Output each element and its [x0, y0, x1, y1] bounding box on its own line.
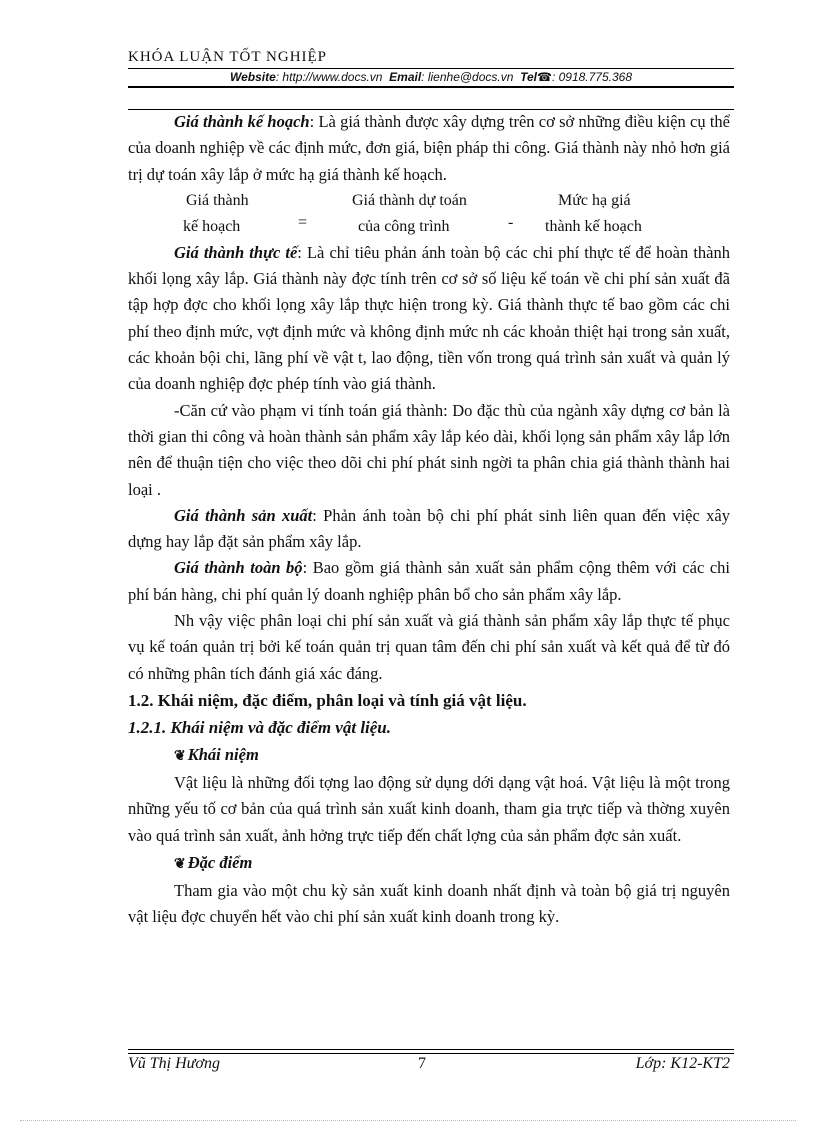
formula-term-a1: Giá thành — [186, 191, 249, 209]
subheading-text: Khái niệm — [187, 744, 259, 764]
header-contact — [128, 70, 734, 84]
formula — [128, 188, 730, 240]
email-label: Email — [389, 70, 422, 84]
paragraph-text: : Là giá thành được xây dựng trên cơ sở những điều kiện cụ thể của doanh nghiệp về các định mức, đơn giá, biện pháp thi công. Giá thành này nhỏ hơn giá trị dự toán xây lắp ở mức hạ giá thành kế hoạch. — [128, 112, 730, 184]
formula-minus: - — [508, 213, 514, 231]
paragraph-dac-diem: Tham gia vào một chu kỳ sản xuất kinh doanh nhất định và toàn bộ giá trị nguyên vật liệu đợc chuyển hết vào chi phí sản xuất kinh doanh trong kỳ. — [128, 880, 730, 927]
document-body — [128, 109, 730, 930]
formula-term-b2: của công trình — [358, 217, 450, 235]
formula-term-a2: kế hoạch — [183, 217, 241, 235]
term-gia-thanh-ke-hoach: Giá thành kế hoạch — [174, 112, 310, 131]
footer-divider — [128, 1049, 734, 1050]
footer-class: Lớp: K12-KT2 — [635, 1055, 730, 1072]
header-divider — [128, 68, 734, 69]
tel-label: Tel — [520, 70, 537, 84]
paragraph-ke-hoach — [128, 109, 730, 188]
paragraph-thuc-te — [128, 240, 730, 398]
subheading-text: Đặc điểm — [187, 852, 253, 872]
paragraph-text: : Phản ánh toàn bộ chi phí phát sinh liên quan đến việc xây dựng hay lắp đặt sản phẩm xây lắp. — [128, 505, 730, 552]
bullet-icon: ❦ — [174, 856, 186, 872]
section-heading-1-2: 1.2. Khái niệm, đặc điểm, phân loại và tính giá vật liệu. — [128, 690, 527, 710]
term-gia-thanh-san-xuat: Giá thành sản xuất — [174, 505, 313, 525]
formula-term-b1: Giá thành dự toán — [352, 191, 467, 209]
formula-equals: = — [298, 213, 308, 231]
header-divider-thick — [128, 86, 734, 88]
term-gia-thanh-thuc-te: Giá thành thực tế — [174, 242, 298, 262]
paragraph-khai-niem: Vật liệu là những đối tợng lao động sử dụng dới dạng vật hoá. Vật liệu là một trong những yếu tố cơ bản của quá trình sản xuất kinh doanh, tham gia trực tiếp và thờng xuyên vào quá trình sản xuất, ảnh hởng trực tiếp đến chất lợng của sản phẩm đợc sản xuất. — [128, 772, 730, 845]
page-number: 7 — [418, 1055, 426, 1072]
term-gia-thanh-toan-bo: Giá thành toàn bộ — [174, 558, 303, 578]
formula-term-c1: Mức hạ giá — [558, 191, 631, 209]
website-label: Website — [229, 70, 276, 84]
tel-value: : 0918.775.368 — [551, 70, 633, 84]
website-link[interactable]: : http://www.docs.vn — [275, 70, 383, 84]
bullet-icon: ❦ — [174, 748, 186, 764]
paragraph-nhu-vay: Nh vậy việc phân loại chi phí sản xuất và giá thành sản phẩm xây lắp thực tế phục vụ kế toán quản trị bởi kế toán quản trị quan tâm đến chi phí sản xuất và kết quả để từ đó có những phân tích đánh giá xác đáng. — [128, 611, 730, 683]
phone-icon: ☎ — [536, 70, 552, 84]
footer-divider — [128, 1053, 734, 1054]
paragraph-text: : Là chỉ tiêu phản ánh toàn bộ các chi phí thực tế để hoàn thành khối lọng xây lắp. Giá thành này đợc tính trên cơ sở số liệu kế toán về chi phí sản xuất đã tập hợp đợc cho khối lọng xây lắp thực hiện trong kỳ. Giá thành thực tế bao gồm các chi phí theo định mức, vợt định mức và không định mức nh các khoản thiệt hại trong sản xuất, các khoản bội chi, lãng phí về vật t, lao động, tiền vốn trong quá trình sản xuất và quản lý của doanh nghiệp đợc phép tính vào giá thành. — [128, 242, 730, 394]
paragraph-text: : Bao gồm giá thành sản xuất sản phẩm cộng thêm với các chi phí bán hàng, chi phí quản lý doanh nghiệp phân bổ cho sản phẩm xây lắp. — [128, 558, 730, 604]
formula-term-c2: thành kế hoạch — [545, 217, 642, 235]
paragraph-toan-bo — [128, 555, 730, 608]
subheading-dac-diem — [128, 849, 730, 878]
page-bottom-border — [20, 1120, 796, 1121]
subheading-khai-niem — [128, 741, 730, 770]
section-heading-1-2-1: 1.2.1. Khái niệm và đặc điểm vật liệu. — [128, 717, 392, 737]
email-link[interactable]: : lienhe@docs.vn — [421, 70, 514, 84]
paragraph-pham-vi: -Căn cứ vào phạm vi tính toán giá thành: Do đặc thù của ngành xây dựng cơ bản là thời gian thi công và hoàn thành sản phẩm xây lắp kéo dài, khối lọng sản phẩm xây lắp lớn nên để thuận tiện cho việc theo dõi chi phí phát sinh ngời ta phân chia giá thành thành hai loại . — [128, 400, 730, 499]
footer-author: Vũ Thị Hương — [128, 1055, 220, 1072]
header-title: KHÓA LUẬN TỐT NGHIỆP — [128, 49, 328, 65]
paragraph-san-xuat — [128, 503, 730, 556]
